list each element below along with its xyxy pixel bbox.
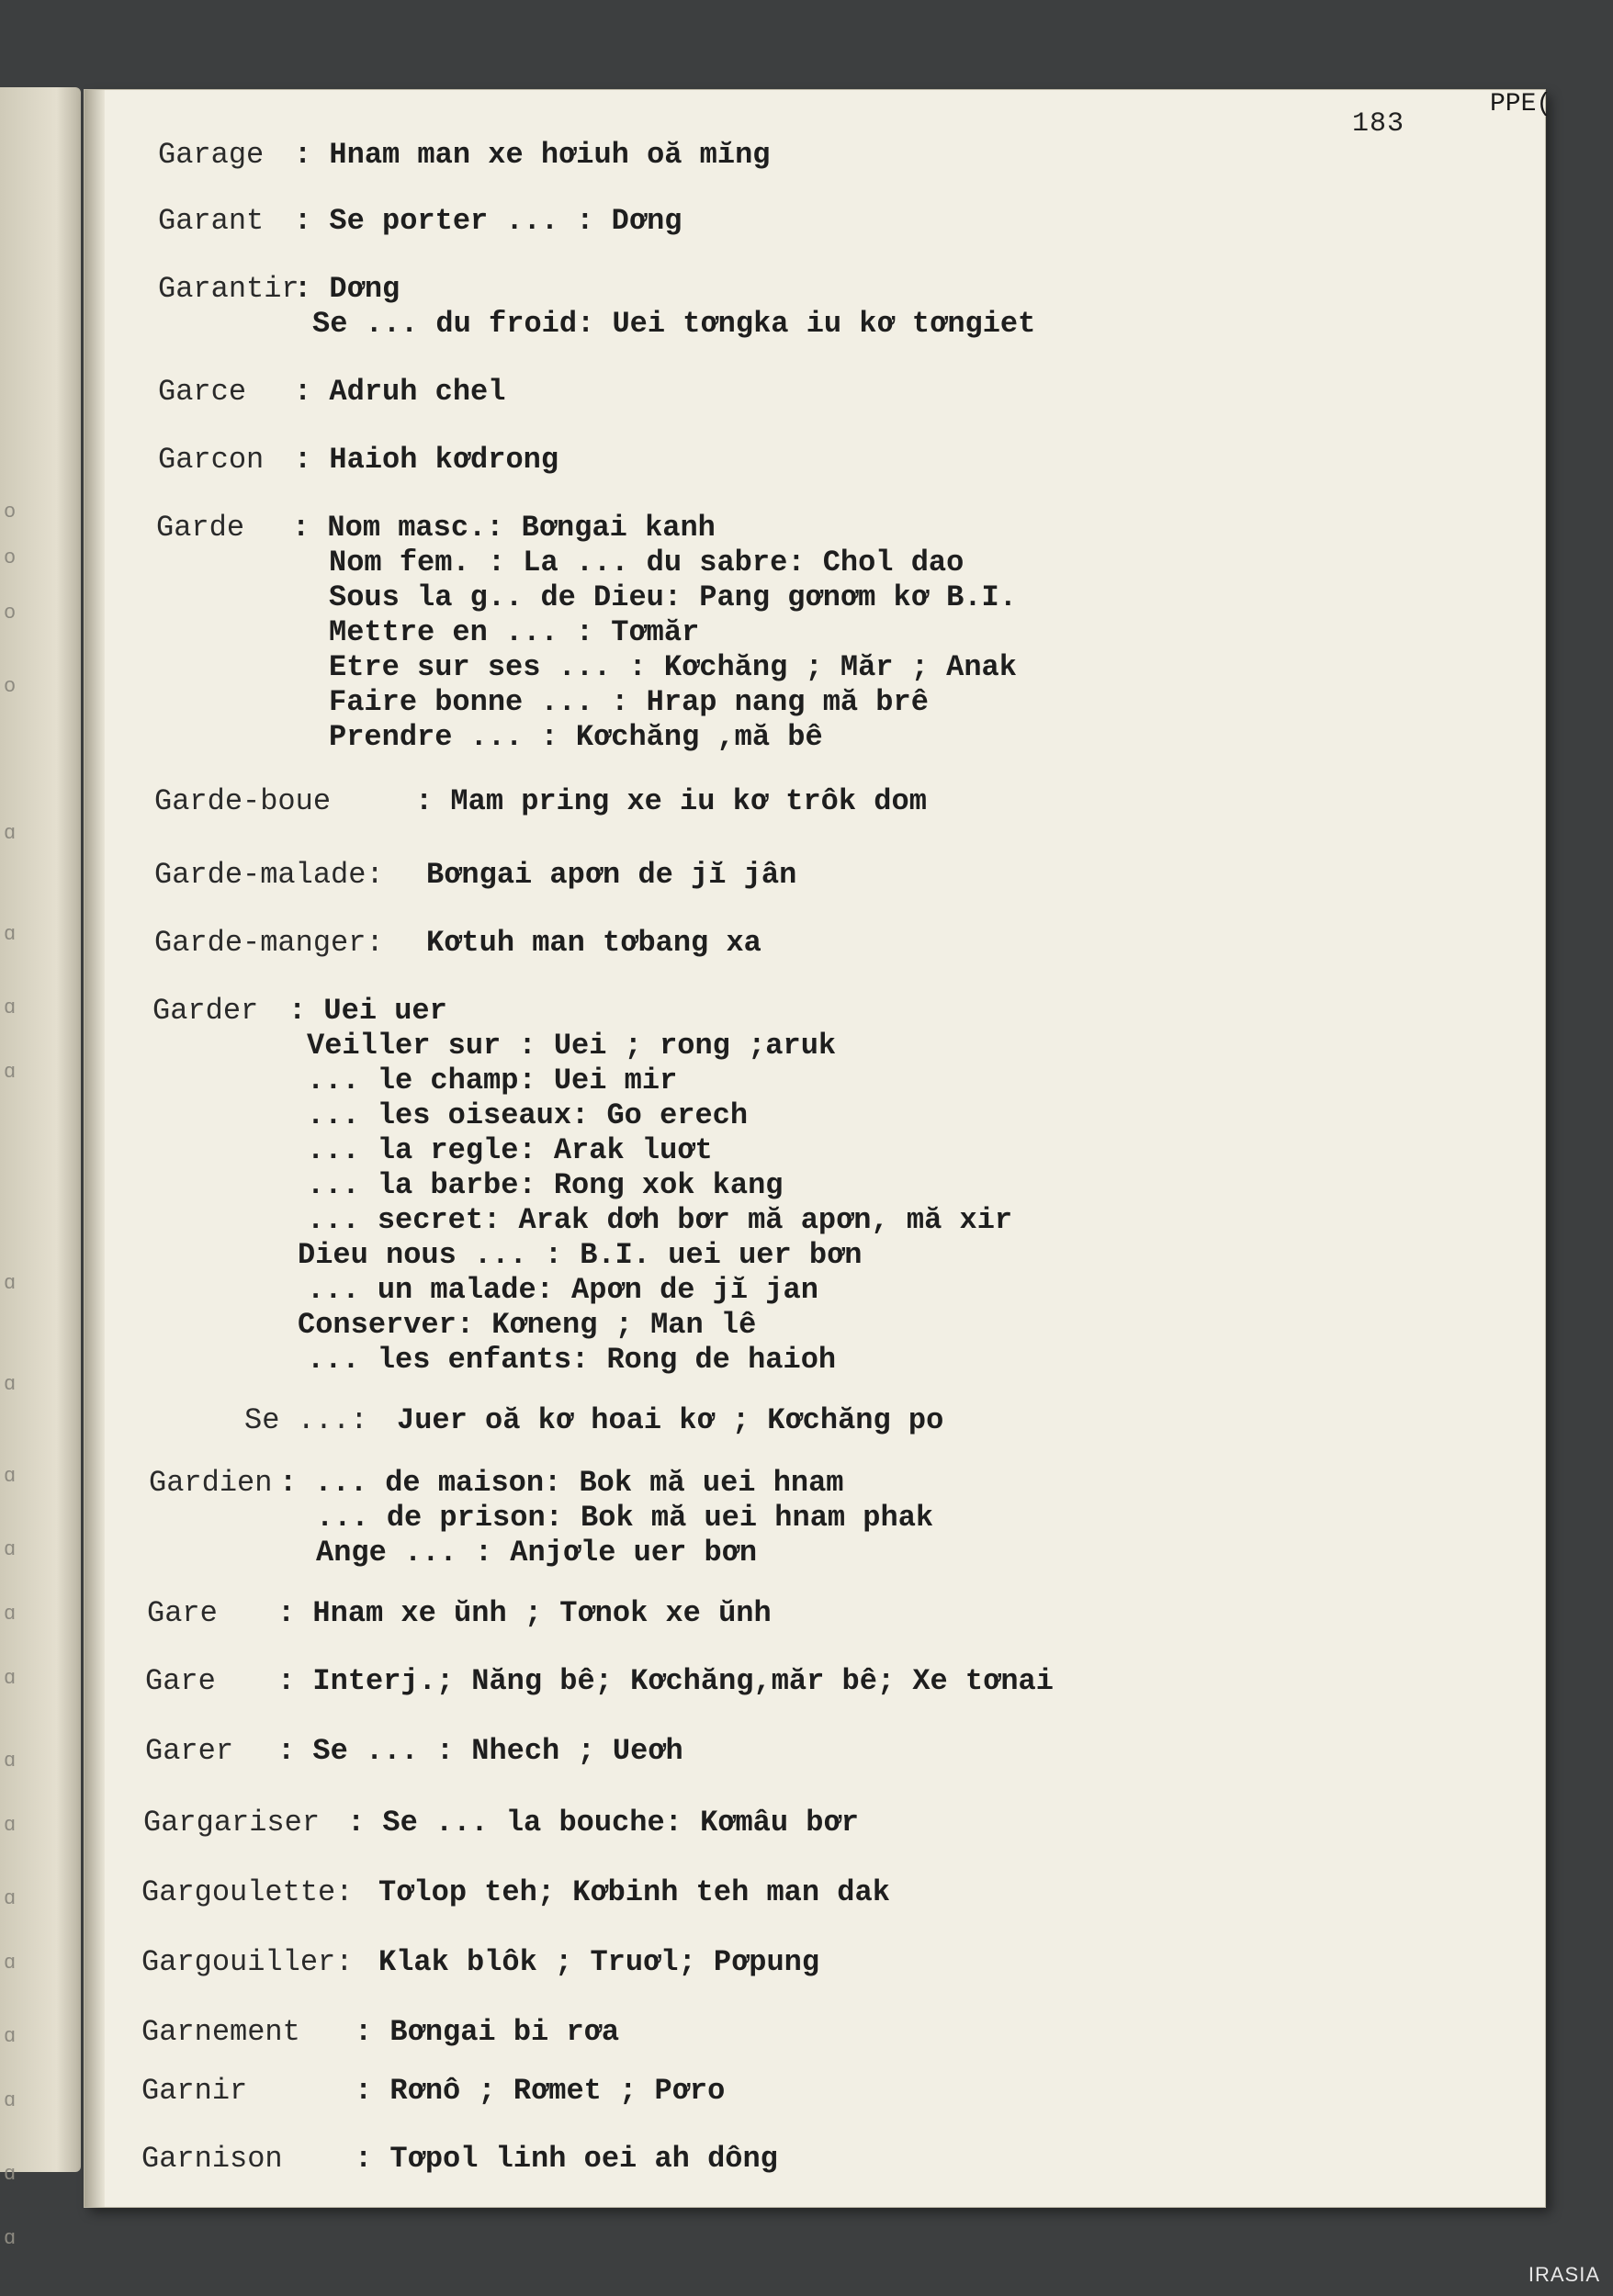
entry-line: Etre sur ses ... : Kơchăng ; Măr ; Anak — [329, 650, 1017, 684]
entry-line: : Rơnô ; Rơmet ; Pơro — [355, 2074, 726, 2108]
entry-line: : Tơpol linh oei ah dông — [355, 2142, 778, 2176]
entry-line: Sous la g.. de Dieu: Pang gơnơm kơ B.I. — [329, 580, 1017, 614]
entry-line: : Se porter ... : Dơng — [294, 204, 682, 238]
entry-line: : ... de maison: Bok mă uei hnam — [279, 1466, 844, 1500]
entry-line: Kơtuh man tơbang xa — [426, 926, 761, 960]
entry-line: Dieu nous ... : B.I. uei uer bơn — [298, 1238, 863, 1272]
page-number: 183 — [1352, 108, 1405, 140]
entry-line: : Adruh chel — [294, 375, 506, 409]
entry-line: ... les oiseaux: Go erech — [307, 1098, 749, 1132]
entry-term: Gare — [147, 1596, 218, 1630]
entry-term: Gare — [145, 1664, 216, 1698]
entry-line: ... la barbe: Rong xok kang — [307, 1168, 784, 1202]
entry-line: ... les enfants: Rong de haioh — [307, 1343, 837, 1377]
entry-line: Mettre en ... : Tơmăr — [329, 615, 700, 649]
entry-line: : Se ... : Nhech ; Ueơh — [277, 1734, 683, 1768]
entry-line: Veiller sur : Uei ; rong ;aruk — [307, 1029, 837, 1063]
entry-line: : Dơng — [294, 272, 400, 306]
entry-line: Nom fem. : La ... du sabre: Chol dao — [329, 546, 964, 580]
document-page — [85, 90, 1552, 2207]
entry-line: ... un malade: Apơn de jĭ jan — [307, 1273, 818, 1307]
previous-page-edge: o o o o ɑ ɑ ɑ ɑ ɑ ɑ ɑ ɑ ɑ ɑ ɑ ɑ ɑ ɑ ɑ ɑ ɑ ɑ — [0, 87, 81, 2172]
entry-line: Se ... du froid: Uei tơngka iu kơ tơngiet — [312, 307, 1036, 341]
entry-term: Garde-malade: — [154, 858, 384, 892]
entry-term: Gargouiller: — [141, 1945, 354, 1979]
entry-line: : Haioh kơdrong — [294, 443, 559, 477]
entry-line: Ange ... : Anjơle uer bơn — [316, 1536, 758, 1570]
entry-line: : Hnam xe ŭnh ; Tơnok xe ŭnh — [277, 1596, 772, 1630]
entry-term: Garder — [152, 994, 259, 1028]
watermark: IRASIA — [1528, 2263, 1600, 2286]
entry-line: : Se ... la bouche: Kơmâu bơr — [347, 1806, 859, 1840]
entry-line: : Uei uer — [288, 994, 447, 1028]
entry-line: ... secret: Arak dơh bơr mă apơn, mă xir — [307, 1203, 1013, 1237]
entry-line: : Hnam man xe hơiuh oă mĭng — [294, 138, 771, 172]
entry-term: Se ...: — [244, 1403, 368, 1437]
entry-term: Garnir — [141, 2074, 248, 2108]
entry-term: Garde-boue — [154, 784, 332, 818]
entry-term: Garce — [158, 375, 247, 409]
entry-line: Prendre ... : Kơchăng ,mă bê — [329, 720, 823, 754]
entry-line: ... de prison: Bok mă uei hnam phak — [316, 1501, 934, 1535]
entry-line: ... la regle: Arak luơt — [307, 1133, 713, 1167]
entry-line: : Nom masc.: Bơngai kanh — [292, 511, 716, 545]
entry-term: Garde-manger: — [154, 926, 384, 960]
entry-line: ... le champ: Uei mir — [307, 1064, 678, 1097]
entry-line: Tơlop teh; Kơbinh teh man dak — [378, 1875, 890, 1909]
entry-term: Gargariser — [143, 1806, 321, 1840]
entry-term: Gargoulette: — [141, 1875, 354, 1909]
entry-line: Bơngai apơn de jĭ jân — [426, 858, 797, 892]
entry-term: Garcon — [158, 443, 265, 477]
entry-line: : Bơngai bi rơa — [355, 2015, 620, 2049]
entry-line: Conserver: Kơneng ; Man lê — [298, 1308, 757, 1342]
entry-line: Klak blôk ; Truơl; Pơpung — [378, 1945, 820, 1979]
entry-term: Garantir — [158, 272, 299, 306]
entry-term: Garnison — [141, 2142, 283, 2176]
entry-line: Faire bonne ... : Hrap nang mă brê — [329, 685, 929, 719]
entry-line: Juer oă kơ hoai kơ ; Kơchăng po — [397, 1403, 944, 1437]
entry-term: Garant — [158, 204, 265, 238]
page-gutter — [85, 90, 105, 2207]
entry-line: : Mam pring xe iu kơ trôk dom — [415, 784, 927, 818]
entry-term: Garnement — [141, 2015, 300, 2049]
entry-term: Garer — [145, 1734, 234, 1768]
entry-line: : Interj.; Năng bê; Kơchăng,măr bê; Xe tơnai — [277, 1664, 1054, 1698]
entry-term: Garde — [156, 511, 245, 545]
corner-fragment: PPE( — [1490, 90, 1552, 118]
entry-term: Garage — [158, 138, 265, 172]
entry-term: Gardien — [149, 1466, 273, 1500]
